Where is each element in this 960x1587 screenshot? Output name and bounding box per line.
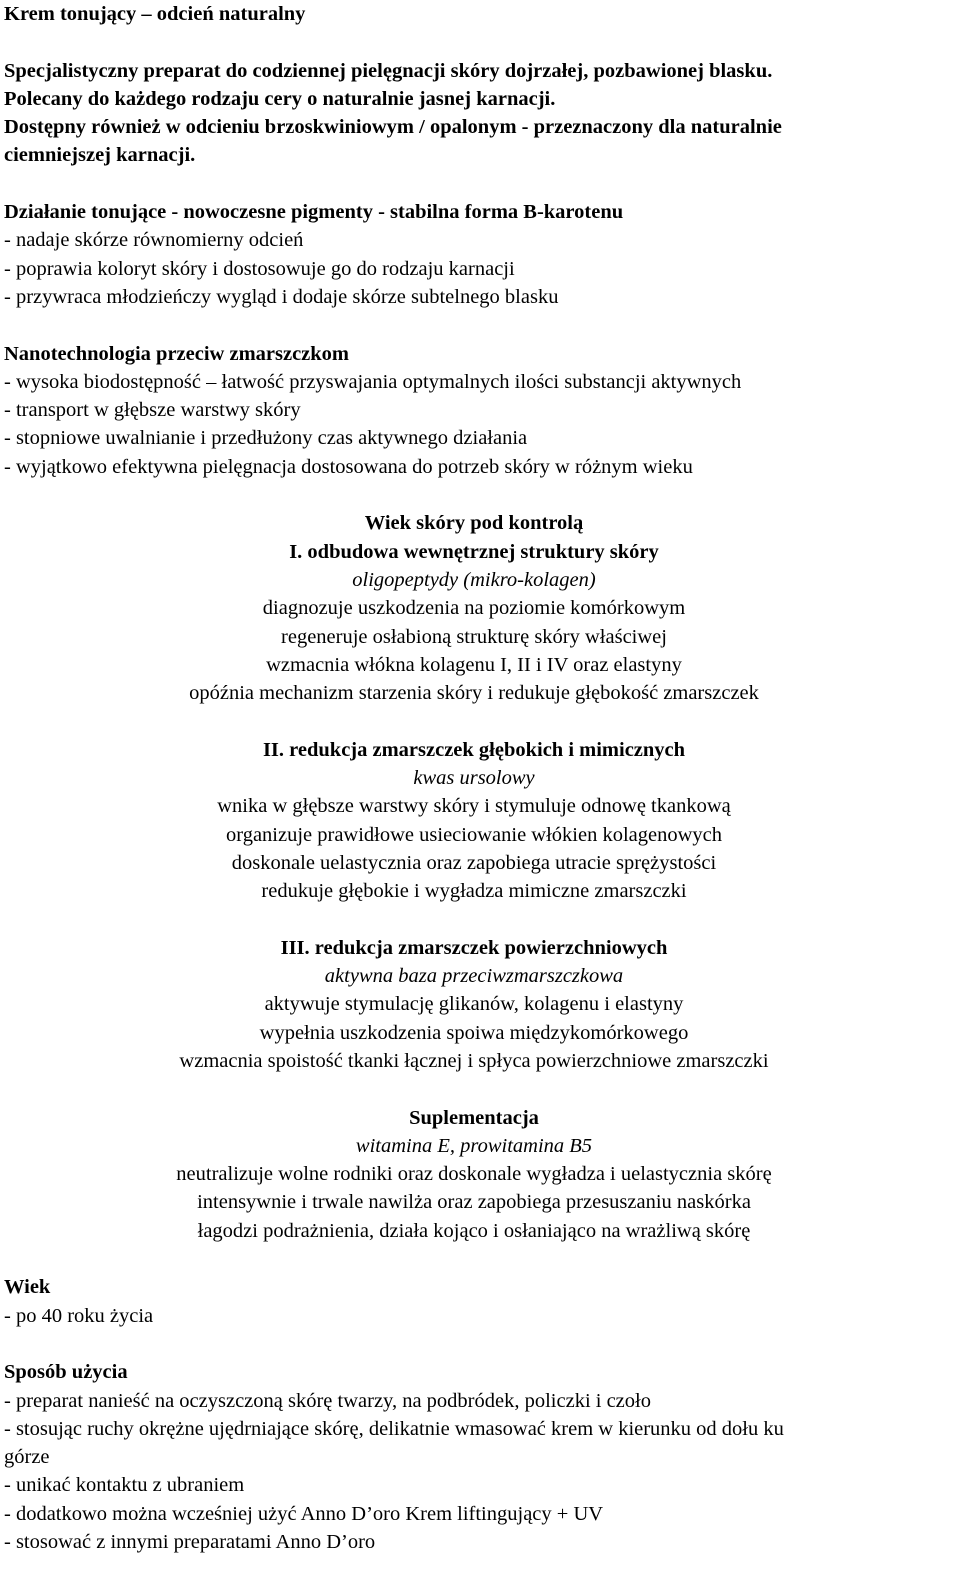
spacer: [4, 28, 954, 56]
section-heading: Działanie tonujące - nowoczesne pigmenty - stabilna forma B-karotenu: [4, 201, 624, 224]
block-odbudowa: [4, 538, 944, 708]
block-line: wnika w głębsze warstwy skóry i stymuluje odnowę tkankową: [217, 795, 731, 818]
block-zmarszczki-powierzchniowe: [4, 934, 944, 1075]
centered-main-heading: Wiek skóry pod kontrolą: [364, 512, 584, 535]
section-nanotechnologia: [4, 340, 954, 481]
block-line: diagnozuje uszkodzenia na poziomie komórkowym: [262, 597, 686, 620]
spacer: [4, 707, 944, 735]
intro-paragraph: [4, 57, 954, 170]
block-line: opóźnia mechanizm starzenia skóry i redukuje głębokość zmarszczek: [189, 682, 759, 705]
section-heading: Nanotechnologia przeciw zmarszczkom: [4, 342, 349, 365]
block-suplementacja: [4, 1104, 944, 1245]
list-item: - stosować z innymi preparatami Anno D’oro: [4, 1531, 376, 1554]
block-line: neutralizuje wolne rodniki oraz doskonale wygładza i uelastycznia skórę: [176, 1163, 772, 1186]
section-heading: Wiek: [4, 1276, 51, 1299]
block-heading: III. redukcja zmarszczek powierzchniowych: [280, 936, 668, 959]
spacer: [4, 1075, 944, 1103]
intro-line: Specjalistyczny preparat do codziennej pielęgnacji skóry dojrzałej, pozbawionej blasku.: [4, 59, 773, 82]
spacer: [4, 906, 944, 934]
list-item: - transport w głębsze warstwy skóry: [4, 399, 301, 422]
list-item: - preparat nanieść na oczyszczoną skórę twarzy, na podbródek, policzki i czoło: [4, 1389, 651, 1412]
block-line: wzmacnia spoistość tkanki łącznej i spłyca powierzchniowe zmarszczki: [179, 1049, 769, 1072]
list-item: - dodatkowo można wcześniej użyć Anno D’oro Krem liftingujący + UV: [4, 1502, 604, 1525]
block-heading: Suplementacja: [409, 1106, 539, 1129]
block-heading: II. redukcja zmarszczek głębokich i mimicznych: [262, 738, 686, 761]
document-page: [4, 0, 954, 1556]
block-ingredient: oligopeptydy (mikro-kolagen): [352, 568, 596, 591]
block-line: intensywnie i trwale nawilża oraz zapobiega przesuszaniu naskórka: [197, 1191, 751, 1214]
block-zmarszczki-glebokie: [4, 736, 944, 906]
block-line: organizuje prawidłowe usieciowanie włókien kolagenowych: [225, 823, 723, 846]
spacer: [4, 1330, 954, 1358]
section-wiek: [4, 1273, 954, 1330]
list-item: - po 40 roku życia: [4, 1304, 154, 1327]
section-dzialanie: [4, 198, 954, 311]
block-line: doskonale uelastycznia oraz zapobiega utracie sprężystości: [231, 851, 717, 874]
spacer: [4, 311, 954, 339]
block-line: wypełnia uszkodzenia spoiwa międzykomórkowego: [259, 1021, 689, 1044]
list-item: - unikać kontaktu z ubraniem: [4, 1474, 245, 1497]
spacer: [4, 481, 954, 509]
page-title: Krem tonujący – odcień naturalny: [4, 3, 306, 25]
list-item: - stopniowe uwalnianie i przedłużony czas aktywnego działania: [4, 427, 528, 450]
list-item: - wyjątkowo efektywna pielęgnacja dostosowana do potrzeb skóry w różnym wieku: [4, 455, 693, 478]
spacer: [4, 170, 954, 198]
block-line: wzmacnia włókna kolagenu I, II i IV oraz elastyny: [266, 653, 682, 676]
list-item: - stosując ruchy okrężne ujędrniające skórę, delikatnie wmasować krem w kierunku od dołu ku: [4, 1417, 784, 1440]
spacer: [4, 1245, 954, 1273]
list-item: górze: [4, 1446, 50, 1469]
list-item: - wysoka biodostępność – łatwość przyswajania optymalnych ilości substancji aktywnych: [4, 370, 742, 393]
block-ingredient: aktywna baza przeciwzmarszczkowa: [324, 965, 624, 988]
block-heading: I. odbudowa wewnętrznej struktury skóry: [289, 540, 659, 563]
list-item: - przywraca młodzieńczy wygląd i dodaje skórze subtelnego blasku: [4, 285, 559, 308]
intro-line: Dostępny również w odcieniu brzoskwiniowym / opalonym - przeznaczony dla naturalnie: [4, 116, 782, 139]
list-item: - poprawia koloryt skóry i dostosowuje go do rodzaju karnacji: [4, 257, 515, 280]
intro-line: ciemniejszej karnacji.: [4, 144, 196, 167]
block-line: aktywuje stymulację glikanów, kolagenu i elastyny: [264, 993, 684, 1016]
list-item: - nadaje skórze równomierny odcień: [4, 229, 304, 252]
block-line: regeneruje osłabioną strukturę skóry właściwej: [281, 625, 667, 648]
section-heading: Sposób użycia: [4, 1361, 128, 1384]
block-ingredient: witamina E, prowitamina B5: [355, 1134, 593, 1157]
block-line: redukuje głębokie i wygładza mimiczne zmarszczki: [261, 880, 687, 903]
block-ingredient: kwas ursolowy: [413, 767, 535, 790]
block-line: łagodzi podrażnienia, działa kojąco i osłaniająco na wrażliwą skórę: [197, 1219, 751, 1242]
intro-line: Polecany do każdego rodzaju cery o naturalnie jasnej karnacji.: [4, 87, 556, 110]
centered-section: [4, 509, 944, 1245]
section-sposob-uzycia: [4, 1358, 954, 1556]
